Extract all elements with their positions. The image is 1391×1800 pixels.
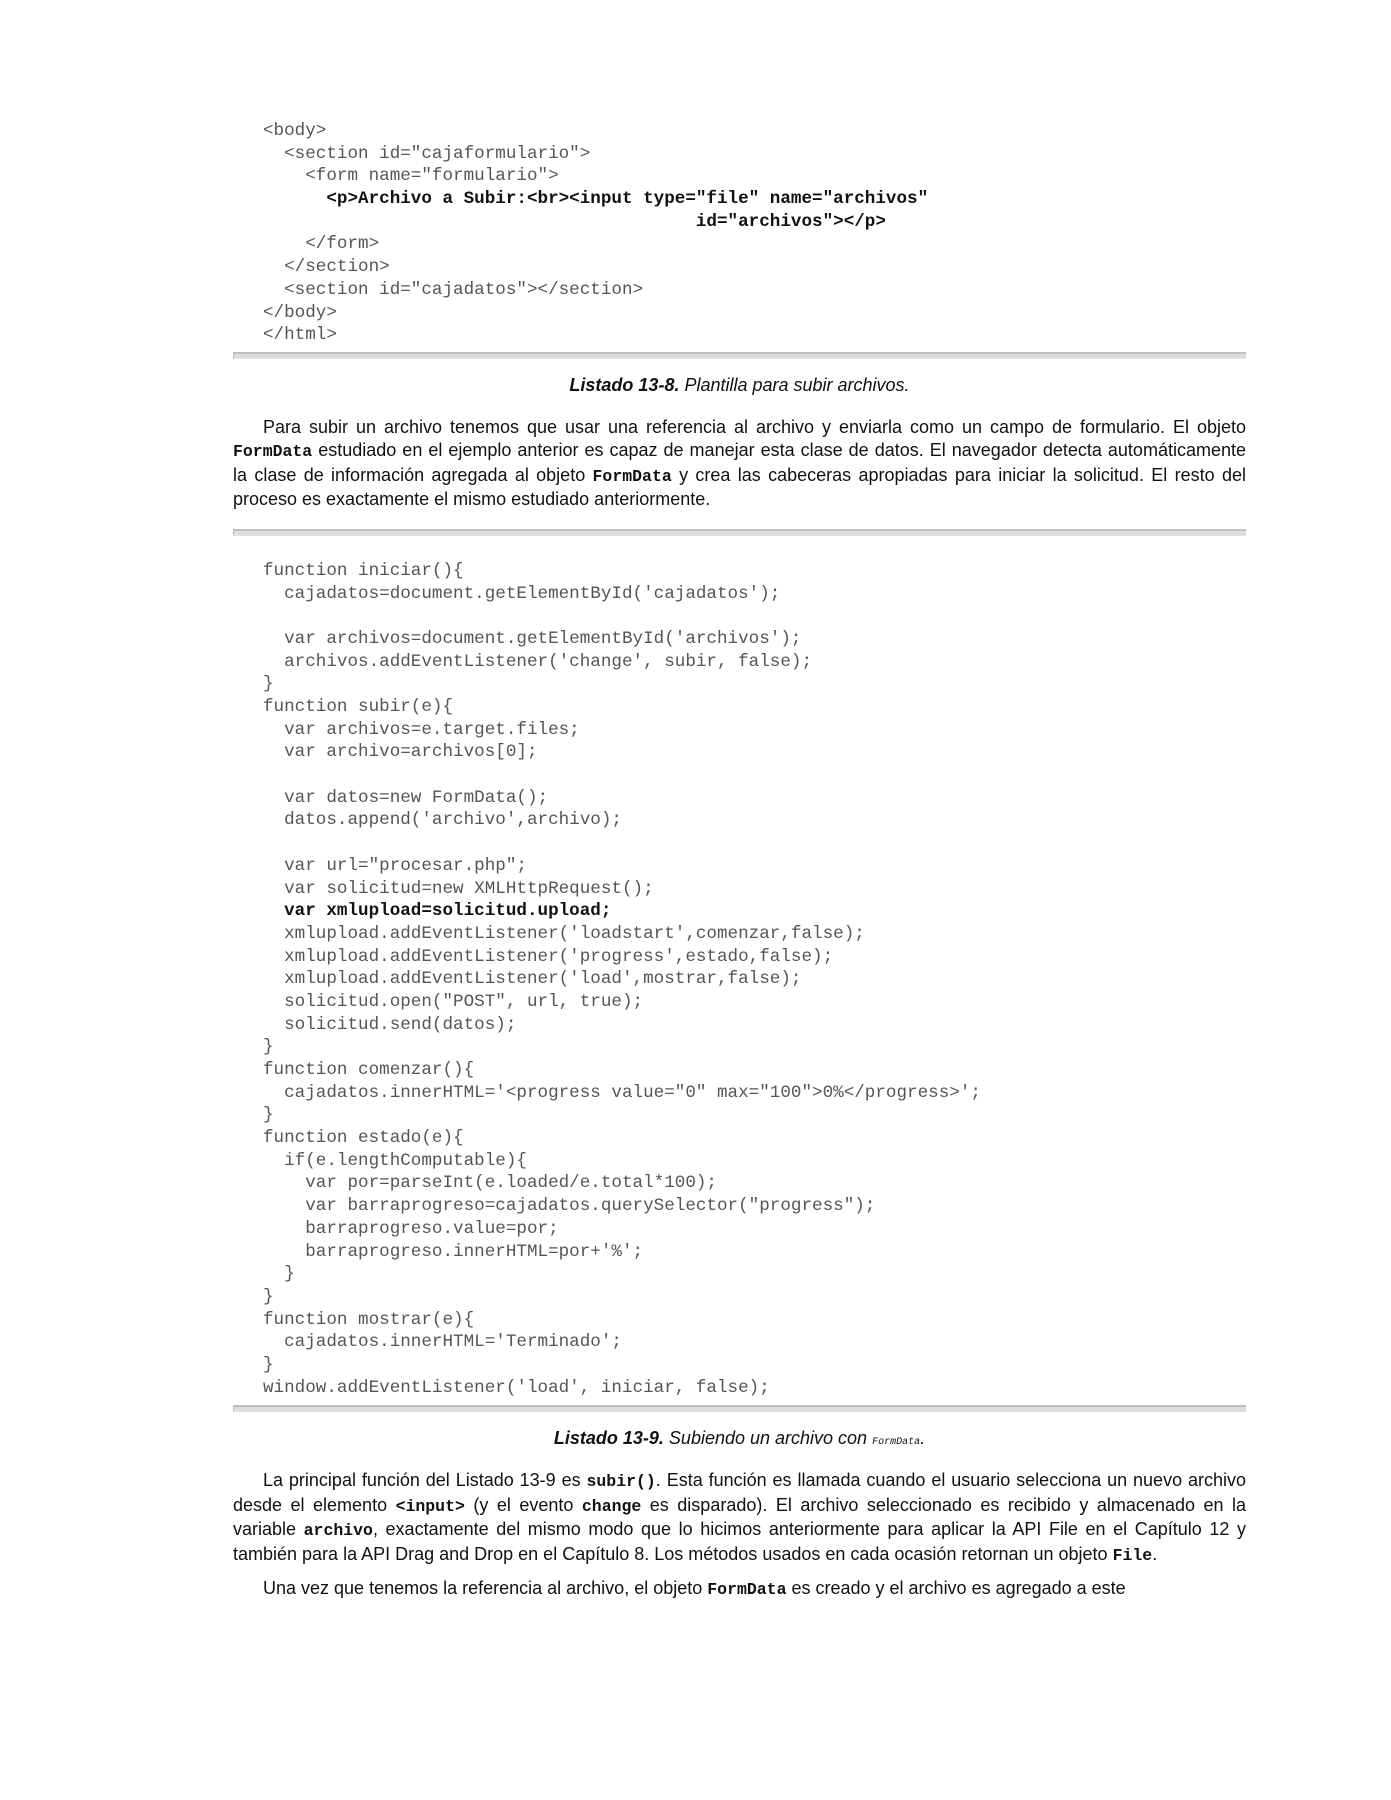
code-line: }	[263, 1037, 274, 1058]
code-line: <section id="cajadatos"></section>	[263, 279, 644, 300]
inline-code: change	[581, 1496, 642, 1516]
paragraph-subir-explanation	[233, 1469, 1246, 1567]
code-line: var barraprogreso=cajadatos.querySelector("progress");	[263, 1196, 876, 1217]
code-line: if(e.lengthComputable){	[263, 1150, 527, 1171]
code-line: function iniciar(){	[263, 560, 464, 581]
code-line: var archivos=e.target.files;	[263, 719, 580, 740]
inline-code: <input>	[395, 1496, 465, 1516]
code-line: var por=parseInt(e.loaded/e.total*100);	[263, 1173, 717, 1194]
caption-label: Listado 13-9.	[553, 1428, 664, 1449]
caption-label: Listado 13-8.	[569, 374, 680, 395]
listing-13-9-caption	[233, 1428, 1246, 1449]
code-line: var xmlupload=solicitud.upload;	[263, 901, 612, 922]
code-line: var url="procesar.php";	[263, 855, 527, 876]
code-line	[263, 605, 1246, 628]
code-line: id="archivos"></p>	[263, 211, 886, 232]
text-run: y crea las cabeceras apropiadas para iniciar la solicitud. El resto del proceso es exactamente el mismo estudiado anteriormente.	[233, 464, 1246, 510]
code-line	[263, 832, 1246, 855]
code-line: }	[263, 1286, 274, 1307]
text-run: . Esta función es llamada cuando el usuario selecciona un nuevo archivo desde el elemento	[233, 1470, 1247, 1515]
code-line: xmlupload.addEventListener('load',mostrar,false);	[263, 969, 802, 990]
caption-code: FormData	[872, 1437, 921, 1449]
listing-13-9-code	[233, 560, 1246, 1399]
text-run: La principal función del Listado 13-9 es	[263, 1470, 587, 1491]
code-line: <body>	[263, 121, 327, 141]
code-line: solicitud.open("POST", url, true);	[263, 991, 644, 1012]
text-run: estudiado en el ejemplo anterior es capaz de manejar esta clase de datos. El navegador detecta automáticamente la clase de información agregada al objeto	[233, 440, 1246, 485]
code-line: var datos=new FormData();	[263, 787, 549, 808]
code-line: barraprogreso.value=por;	[263, 1218, 559, 1239]
code-line: function estado(e){	[263, 1128, 464, 1149]
text-run: Una vez que tenemos la referencia al archivo, el objeto	[263, 1578, 708, 1599]
text-run: .	[1152, 1543, 1158, 1564]
text-run: (y el evento	[464, 1494, 582, 1515]
code-line: }	[263, 1105, 274, 1126]
inline-code: FormData	[233, 442, 313, 462]
code-line: var archivos=document.getElementById('archivos');	[263, 628, 802, 649]
code-line: var archivo=archivos[0];	[263, 742, 538, 763]
code-line: cajadatos=document.getElementById('cajadatos');	[263, 583, 781, 604]
code-line: }	[263, 1264, 295, 1285]
code-line	[263, 764, 1246, 787]
text-run: Para subir un archivo tenemos que usar una referencia al archivo y enviarla como un campo de formulario. El objeto	[263, 416, 1246, 437]
code-line: function subir(e){	[263, 697, 454, 717]
code-line: var solicitud=new XMLHttpRequest();	[263, 878, 654, 899]
document-page	[233, 120, 1246, 1602]
caption-end: .	[920, 1428, 926, 1449]
code-line: </body>	[263, 302, 337, 323]
listing-13-8-code	[233, 120, 1246, 347]
listing-13-8-caption	[233, 375, 1246, 396]
code-line: function mostrar(e){	[263, 1309, 475, 1330]
code-line: <form name="formulario">	[263, 166, 559, 187]
text-run: es disparado). El archivo seleccionado es recibido y almacenado en la variable	[233, 1494, 1246, 1540]
listing-divider	[233, 1405, 1246, 1412]
caption-text: Plantilla para subir archivos.	[679, 374, 910, 395]
code-line: window.addEventListener('load', iniciar, false);	[263, 1377, 770, 1398]
listing-divider	[233, 352, 1246, 359]
code-line: }	[263, 1354, 274, 1375]
inline-code: subir()	[586, 1472, 656, 1492]
inline-code: FormData	[592, 466, 672, 486]
paragraph-formdata-created	[233, 1577, 1246, 1602]
inline-code: FormData	[707, 1580, 787, 1600]
code-line: xmlupload.addEventListener('loadstart',comenzar,false);	[263, 923, 865, 944]
code-line: function comenzar(){	[263, 1060, 475, 1080]
inline-code: archivo	[303, 1521, 373, 1541]
code-line: barraprogreso.innerHTML=por+'%';	[263, 1241, 644, 1262]
code-line: solicitud.send(datos);	[263, 1014, 517, 1035]
code-line: }	[263, 674, 274, 695]
paragraph-formdata-intro	[233, 416, 1246, 512]
code-line: cajadatos.innerHTML='Terminado';	[263, 1332, 622, 1353]
code-line: cajadatos.innerHTML='<progress value="0" max="100">0%</progress>';	[263, 1082, 981, 1103]
listing-divider	[233, 529, 1246, 536]
code-line: <p>Archivo a Subir:<br><input type="file" name="archivos"	[263, 189, 929, 210]
text-run: es creado y el archivo es agregado a este	[786, 1578, 1126, 1599]
caption-text: Subiendo un archivo con	[663, 1428, 873, 1449]
inline-code: File	[1112, 1545, 1153, 1565]
code-line: datos.append('archivo',archivo);	[263, 810, 622, 831]
text-run: , exactamente del mismo modo que lo hicimos anteriormente para aplicar la API File en el Capítulo 12 y también para la API Drag and Drop en el Capítulo 8. Los métodos usados en cada ocasión retornan un objeto	[233, 1519, 1246, 1564]
code-line: </html>	[263, 325, 337, 346]
code-line: archivos.addEventListener('change', subir, false);	[263, 651, 813, 672]
code-line: </section>	[263, 257, 390, 278]
code-line: <section id="cajaformulario">	[263, 143, 591, 164]
code-line: </form>	[263, 234, 380, 255]
code-line: xmlupload.addEventListener('progress',estado,false);	[263, 946, 834, 967]
